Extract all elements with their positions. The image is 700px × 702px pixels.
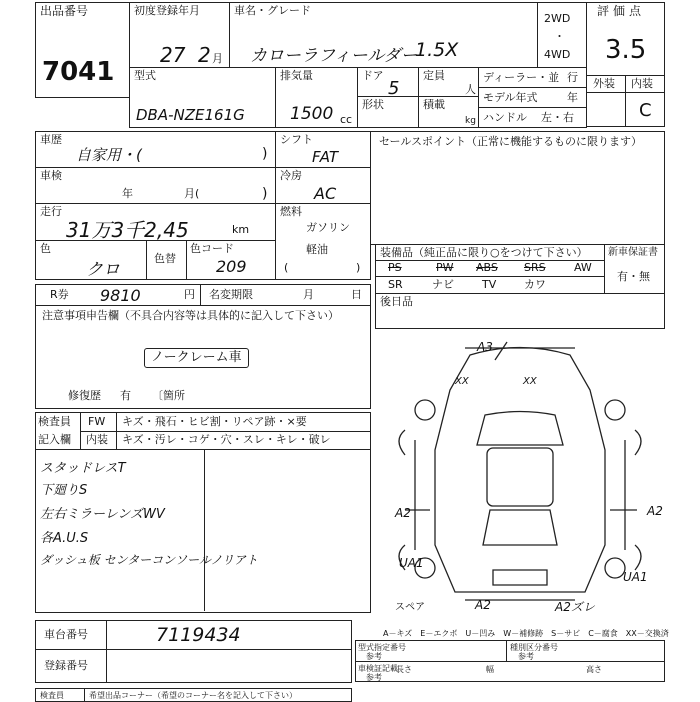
color-div1	[146, 241, 147, 279]
no-claim-stamp: ノークレーム車	[144, 348, 249, 368]
legend-class-label1: 種別区分番号	[510, 643, 558, 652]
remark-1: スタッドレスT	[40, 461, 126, 476]
equipment-cell	[375, 244, 605, 294]
legend-class-label2: 参考	[518, 652, 534, 661]
mileage-unit: km	[232, 223, 250, 236]
fuel-label: 燃料	[280, 205, 302, 218]
handle-value: 左・右	[541, 111, 574, 124]
shape-label: 形状	[362, 98, 384, 111]
damage-diagram	[375, 330, 665, 620]
equip-ps: PS	[388, 261, 402, 274]
repair-value: 有	[120, 389, 131, 402]
equip-tv: TV	[482, 278, 497, 291]
mileage-value: 31万3千2,45	[66, 218, 189, 242]
name-change-cell	[200, 284, 371, 306]
type-cell	[129, 67, 276, 128]
ac-label: 冷房	[280, 169, 302, 182]
cc-value: 1500	[290, 104, 334, 124]
capacity-label: 定員	[423, 69, 445, 82]
cc-label: 排気量	[280, 69, 313, 82]
history-cell	[35, 131, 276, 168]
dealer-hline2	[479, 107, 586, 108]
mileage-label: 走行	[40, 205, 62, 218]
mark-xx-left: XX	[455, 376, 469, 387]
shaken-month: 月(	[184, 187, 200, 200]
dealer-hline1	[479, 87, 586, 88]
reg-year-value: 27	[160, 43, 186, 67]
registration-cell	[35, 649, 352, 683]
repair-location: 〔箇所	[152, 389, 185, 402]
warranty-label: 新車保証書	[608, 247, 658, 258]
remarks-cell	[35, 449, 371, 613]
legend-size-label1: 車検証記載	[358, 664, 398, 673]
mark-a2-left: A2	[395, 506, 411, 520]
ac-cell	[275, 167, 371, 204]
score-label: 評価点	[597, 4, 646, 18]
color-div2	[186, 241, 187, 279]
shaken-year: 年	[122, 187, 133, 200]
drive-cell	[537, 2, 587, 68]
mark-ua1-right: UA1	[623, 570, 648, 584]
ext-int-cell	[586, 75, 665, 127]
equip-leather: カワ	[524, 278, 546, 291]
int-label: 内装	[631, 77, 653, 90]
inspector-cell	[35, 412, 371, 450]
reg-month-unit: 月	[212, 52, 223, 65]
shaken-cell	[35, 167, 276, 204]
remark-4: 各A.U.S	[40, 531, 89, 546]
drive-4wd: 4WD	[544, 48, 571, 61]
remarks-divider	[204, 449, 205, 611]
fuel-paren-close: )	[356, 261, 361, 274]
mark-a2-bottom: A2	[475, 598, 491, 612]
equip-srs: SRS	[524, 261, 546, 274]
ext-int-divider	[625, 76, 626, 126]
lot-number-cell	[35, 2, 130, 98]
name-change-day: 日	[351, 288, 362, 301]
door-label: ドア	[362, 69, 384, 82]
inspector-fw: FW	[88, 415, 106, 428]
shift-value: FAT	[312, 148, 339, 166]
score-cell	[586, 2, 665, 76]
chassis-label: 車台番号	[44, 628, 88, 641]
fuel-paren-open: (	[284, 261, 289, 274]
spare-label: スペア	[395, 602, 425, 613]
grade-value: 1.5X	[415, 39, 459, 61]
dealer-mark: 行	[567, 71, 578, 84]
notes-cell	[35, 305, 371, 409]
warranty-cell	[604, 244, 665, 294]
remark-3: 左右ミラーレンズWV	[40, 507, 165, 522]
registration-label: 登録番号	[44, 659, 88, 672]
ext-label: 外装	[593, 77, 615, 90]
equipment-label: 装備品（純正品に限り○をつけて下さい）	[380, 246, 588, 259]
color-code-value: 209	[216, 257, 247, 276]
shaken-label: 車検	[40, 169, 62, 182]
load-unit: kg	[465, 116, 476, 126]
lg-h1	[356, 661, 664, 662]
legend-size-label2: 参考	[366, 673, 382, 682]
legend-length: 長さ	[396, 665, 412, 674]
cc-unit: cc	[340, 113, 353, 126]
repaint-label: 色替	[154, 252, 176, 265]
legend-type-label1: 型式指定番号	[358, 643, 406, 652]
chassis-div	[106, 621, 107, 649]
warranty-value: 有・無	[617, 270, 650, 283]
repair-label: 修復歴	[68, 389, 101, 402]
back-items-cell	[375, 293, 665, 329]
remark-5: ダッシュ板 センターコンソールノリアト	[40, 553, 258, 567]
reg-div	[106, 650, 107, 682]
reg-month-value: 2	[198, 43, 211, 67]
door-value: 5	[388, 78, 400, 99]
color-label: 色	[40, 242, 51, 255]
legend-text: A－キズ E－エクボ U－凹み W－補修跡 S－サビ C－腐食 XX－交換済	[383, 629, 669, 638]
sales-point-cell	[370, 131, 665, 245]
legend-width: 幅	[486, 665, 494, 674]
legend-type-label2: 参考	[366, 652, 382, 661]
load-cell	[418, 96, 479, 128]
equip-sr: SR	[388, 278, 403, 291]
chassis-value: 7119434	[156, 624, 241, 646]
mileage-cell	[35, 203, 276, 241]
mark-xx-right: XX	[523, 376, 537, 387]
capacity-cell	[418, 67, 479, 97]
inspector-interior: 内装	[86, 433, 108, 446]
color-code-label: 色コード	[190, 242, 234, 255]
equip-abs: ABS	[476, 261, 498, 274]
model-name-value: カローラフィールダー	[250, 46, 418, 66]
insp-hline	[80, 431, 370, 432]
type-label: 型式	[134, 69, 156, 82]
inspector-label2: 記入欄	[38, 433, 71, 446]
reg-year-cell	[129, 2, 230, 68]
drive-2wd: 2WD	[544, 12, 571, 25]
shift-label: シフト	[280, 133, 313, 146]
mark-ua1-left: UA1	[399, 556, 424, 570]
model-name-cell	[229, 2, 538, 68]
chassis-cell	[35, 620, 352, 650]
color-cell	[35, 240, 276, 280]
capacity-unit: 人	[465, 83, 476, 96]
equip-navi: ナビ	[432, 278, 454, 291]
fuel-diesel: 軽油	[306, 243, 328, 256]
recycle-label: R券	[50, 288, 69, 301]
inspector-row2: キズ・汚レ・コゲ・穴・スレ・キレ・破レ	[122, 433, 331, 446]
dealer-cell	[478, 67, 587, 128]
shift-cell	[275, 131, 371, 168]
mark-a2-shift: A2ズレ	[555, 600, 595, 614]
history-value: 自家用・(	[76, 146, 142, 164]
inspector-label1: 検査員	[38, 415, 71, 428]
equip-hline2	[376, 276, 604, 277]
sales-point-label: セールスポイント（正常に機能するものに限ります）	[379, 135, 643, 148]
notes-label: 注意事項申告欄（不具合内容等は具体的に記入して下さい）	[42, 309, 339, 322]
handle-label: ハンドル	[483, 111, 527, 124]
legend-area	[355, 628, 669, 684]
mark-a2-right: A2	[647, 504, 663, 518]
recycle-value: 9810	[100, 286, 141, 305]
drive-dot: ・	[554, 30, 565, 43]
recycle-yen: 円	[184, 288, 195, 301]
footer-inspect-label: 検査員	[40, 691, 64, 700]
remark-2: 下廻りS	[40, 483, 88, 498]
color-value: クロ	[86, 260, 120, 280]
type-code: DBA-NZE161G	[136, 106, 245, 124]
legend-table	[355, 640, 665, 682]
footer-note: 希望出品コーナー（希望のコーナー名を記入して下さい）	[89, 691, 297, 700]
mark-a3: A3	[477, 340, 493, 354]
cc-cell	[275, 67, 358, 128]
load-label: 積載	[423, 98, 445, 111]
name-change-month: 月	[303, 288, 314, 301]
name-change-label: 名変期限	[209, 288, 253, 301]
recycle-cell	[35, 284, 201, 306]
reg-year-label: 初度登録年月	[134, 4, 200, 17]
shaken-close: )	[262, 186, 268, 202]
back-items-label: 後日品	[380, 295, 413, 308]
legend-height: 高さ	[586, 665, 602, 674]
score-value: 3.5	[605, 35, 647, 65]
lg-v1	[506, 641, 507, 661]
history-label: 車歴	[40, 133, 62, 146]
int-grade: C	[639, 100, 652, 121]
inspector-row1: キズ・飛石・ヒビ割・リペア跡・×要	[122, 415, 307, 428]
ac-value: AC	[314, 184, 337, 203]
ext-int-hline	[587, 92, 664, 93]
equip-pw: PW	[436, 261, 454, 274]
model-year-label: モデル年式	[483, 91, 538, 104]
equip-aw: AW	[574, 261, 592, 274]
fuel-cell	[275, 203, 371, 280]
fuel-gas: ガソリン	[306, 221, 350, 234]
car-outline	[375, 330, 665, 620]
history-close: )	[262, 146, 268, 162]
dealer-label: ディーラー・並	[483, 71, 560, 84]
model-year-unit: 年	[567, 91, 578, 104]
lot-number: 7041	[42, 57, 115, 87]
shape-cell	[357, 96, 419, 128]
door-cell	[357, 67, 419, 97]
lot-number-label: 出品番号	[40, 4, 89, 18]
model-name-label: 車名・グレード	[234, 4, 311, 17]
